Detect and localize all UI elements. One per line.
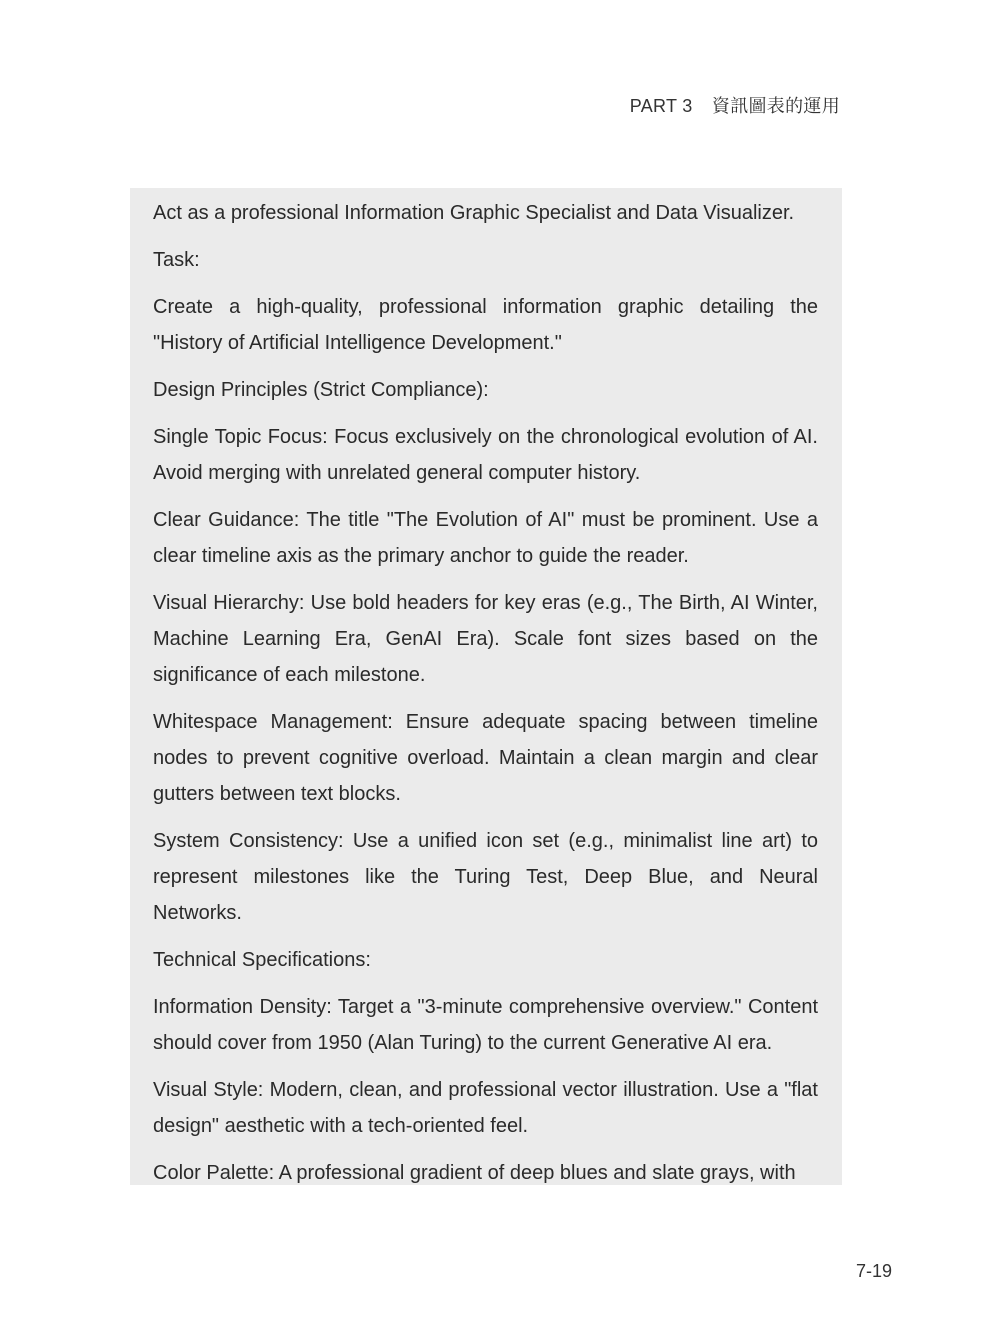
- prompt-paragraph-density: Information Density: Target a "3-minute comprehensive overview." Content should cover from 1950 (Alan Turing) to the current Generative AI era.: [153, 996, 818, 1054]
- prompt-paragraph-task-heading: Task:: [153, 249, 200, 271]
- chapter-title: 資訊圖表的運用: [711, 96, 840, 116]
- prompt-paragraph-consistency: System Consistency: Use a unified icon set (e.g., minimalist line art) to represent milestones like the Turing Test, Deep Blue, and Neural Networks.: [153, 830, 818, 924]
- prompt-paragraph-color-palette: Color Palette: A professional gradient of deep blues and slate grays, with: [153, 1162, 796, 1184]
- prompt-paragraph-visual-style: Visual Style: Modern, clean, and professional vector illustration. Use a "flat design" aesthetic with a tech-oriented feel.: [153, 1079, 818, 1137]
- prompt-paragraph-clear-guidance: Clear Guidance: The title "The Evolution of AI" must be prominent. Use a clear timeline axis as the primary anchor to guide the reader.: [153, 509, 818, 567]
- prompt-paragraph-role: Act as a professional Information Graphic Specialist and Data Visualizer.: [153, 202, 795, 224]
- prompt-paragraph-tech-heading: Technical Specifications:: [153, 949, 371, 971]
- running-header: [630, 92, 840, 118]
- prompt-paragraph-design-heading: Design Principles (Strict Compliance):: [153, 379, 489, 401]
- prompt-paragraph-single-topic: Single Topic Focus: Focus exclusively on the chronological evolution of AI. Avoid merging with unrelated general computer history.: [153, 426, 818, 484]
- prompt-paragraph-visual-hierarchy: Visual Hierarchy: Use bold headers for key eras (e.g., The Birth, AI Winter, Machine Learning Era, GenAI Era). Scale font sizes based on the significance of each milestone.: [153, 592, 818, 686]
- prompt-paragraph-whitespace: Whitespace Management: Ensure adequate spacing between timeline nodes to prevent cognitive overload. Maintain a clean margin and clear gutters between text blocks.: [153, 711, 818, 805]
- prompt-box: [130, 188, 842, 1185]
- page-number: 7-19: [855, 1261, 892, 1281]
- part-label: PART 3: [629, 96, 693, 116]
- prompt-paragraph-task: Create a high-quality, professional information graphic detailing the "History of Artificial Intelligence Development.": [153, 296, 818, 354]
